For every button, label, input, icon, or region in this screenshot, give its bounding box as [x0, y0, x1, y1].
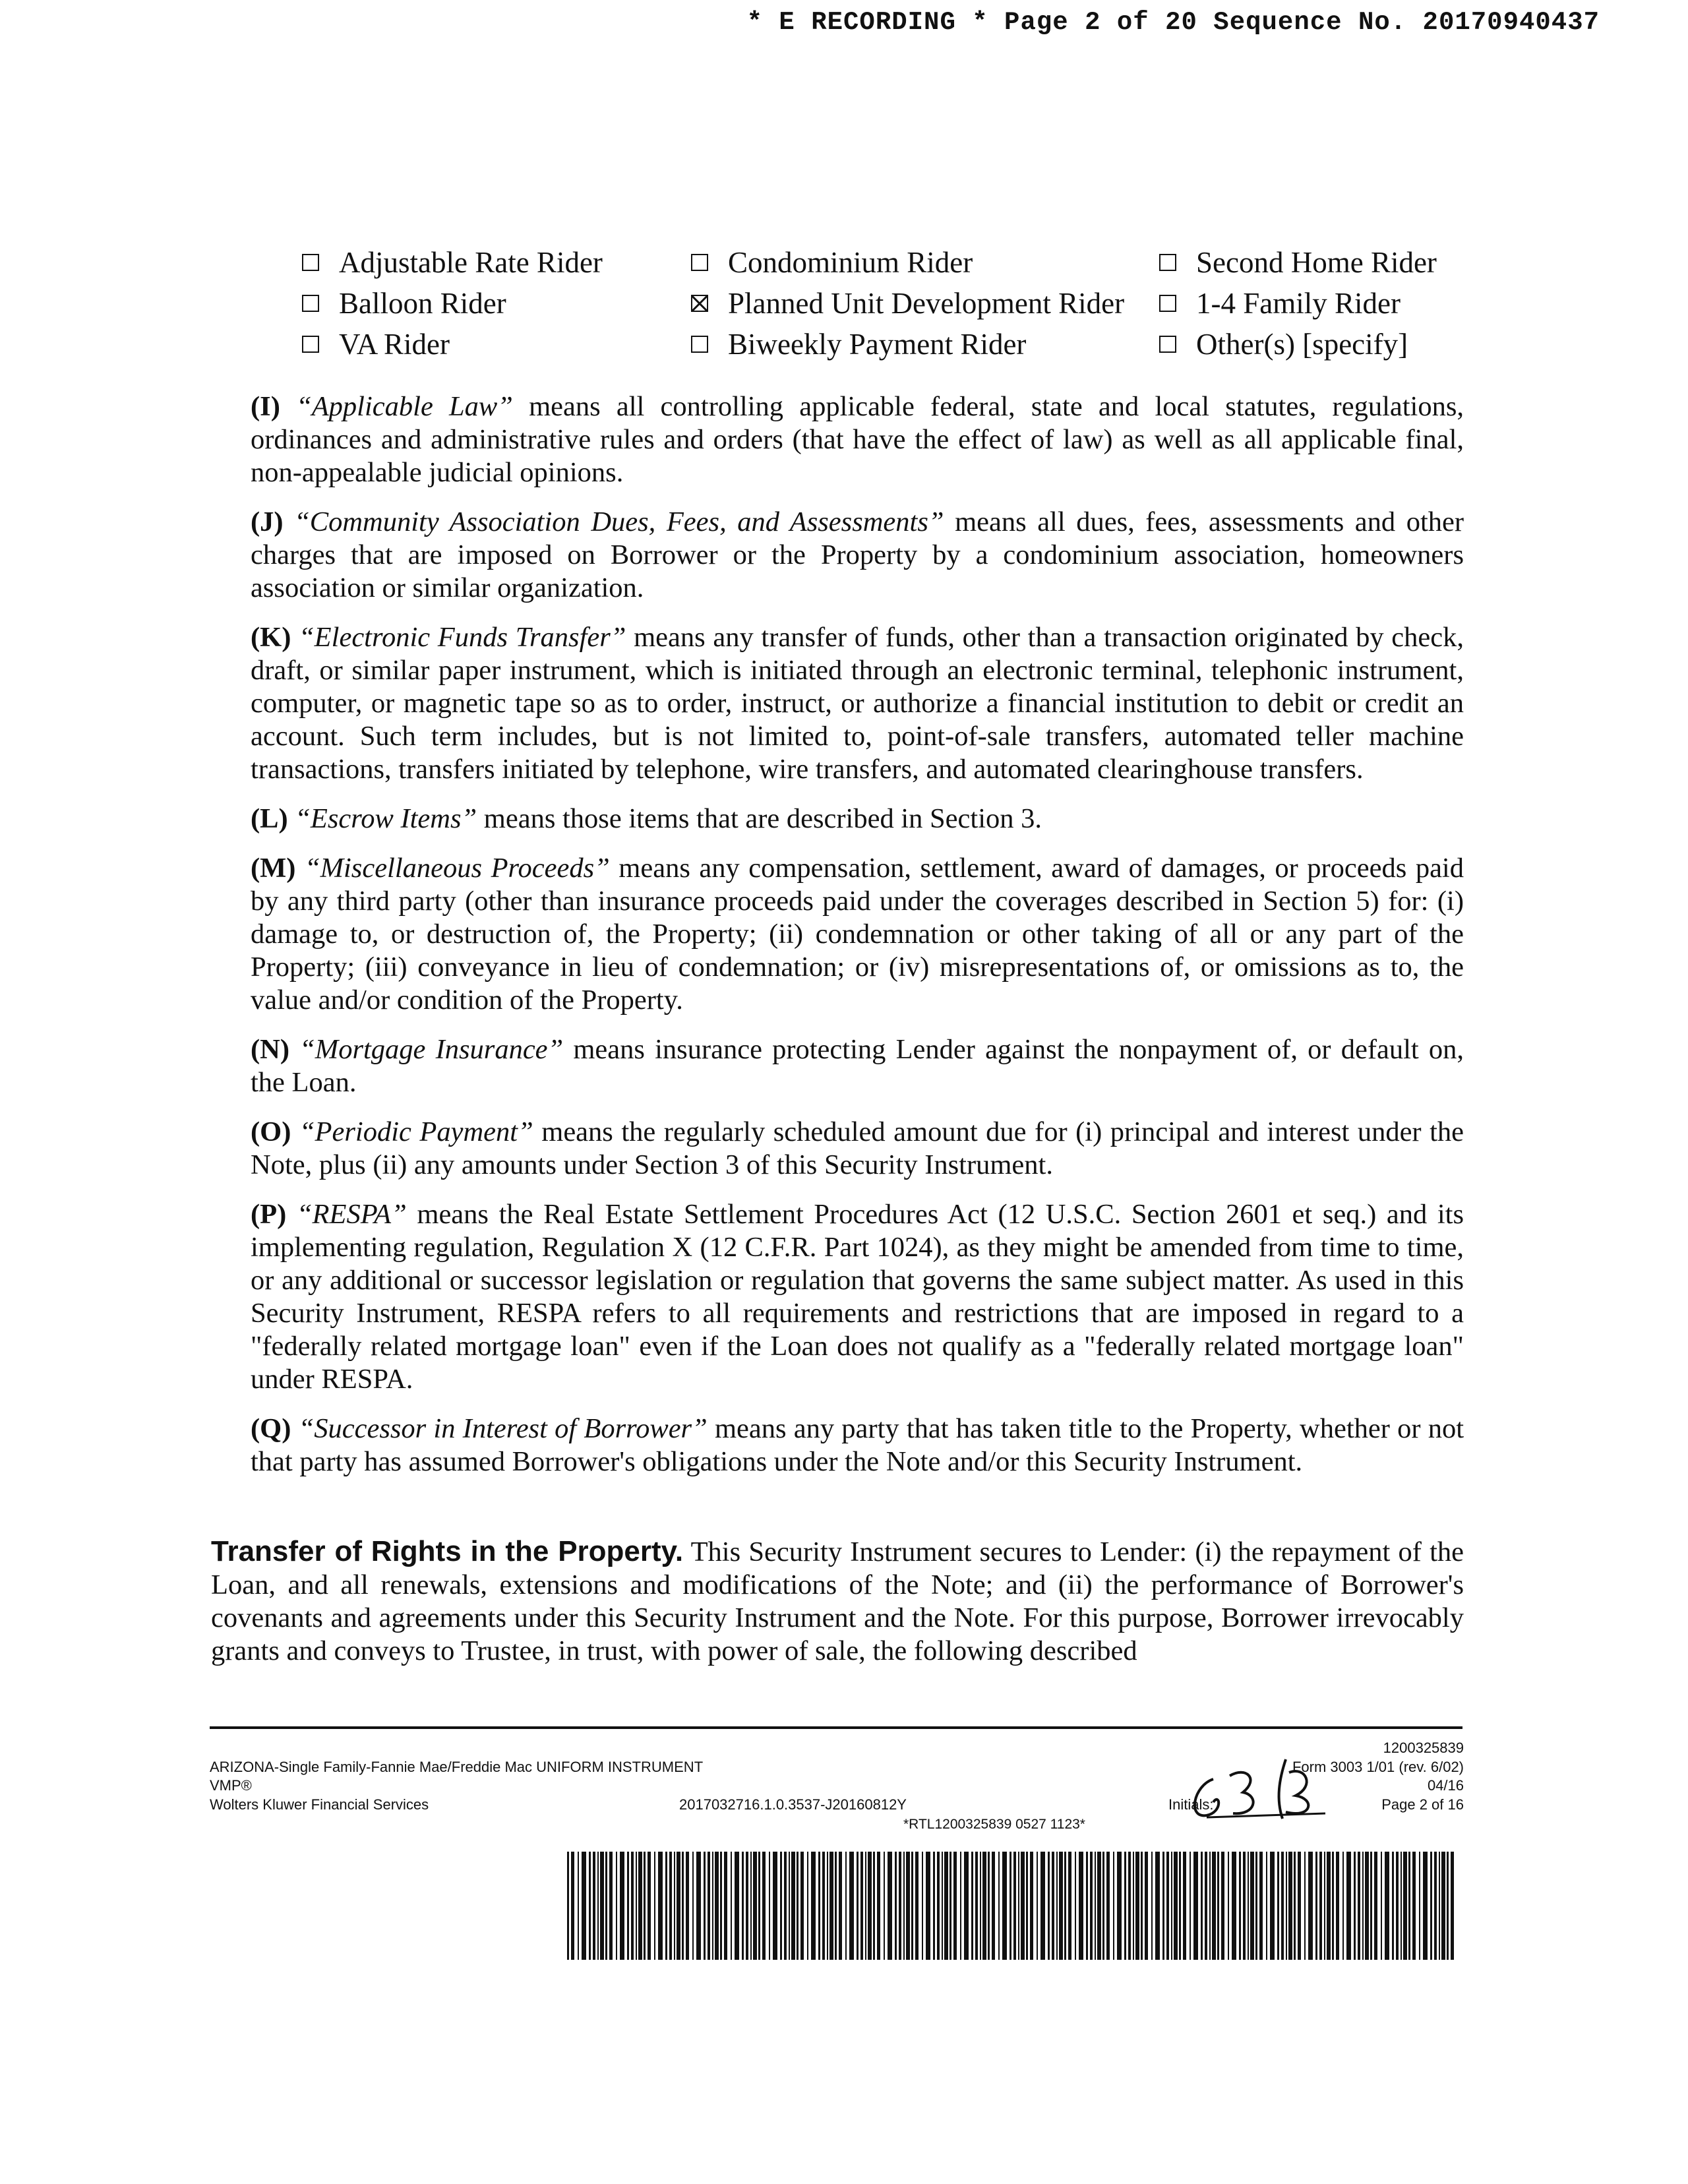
barcode-bar: [1217, 1852, 1219, 1960]
barcode-bar: [1201, 1852, 1203, 1960]
publisher: Wolters Kluwer Financial Services: [210, 1796, 429, 1813]
barcode-bar: [1052, 1852, 1054, 1960]
barcode-bar: [884, 1852, 885, 1960]
barcode-bar: [998, 1852, 1000, 1960]
checkbox[interactable]: [302, 254, 319, 271]
barcode-bar: [616, 1852, 617, 1960]
barcode-bar: [789, 1852, 790, 1960]
barcode-bar: [992, 1852, 995, 1960]
barcode-bar: [638, 1852, 642, 1960]
barcode-bar: [1026, 1852, 1028, 1960]
barcode-bar: [1030, 1852, 1033, 1960]
barcode-bar: [1259, 1852, 1263, 1960]
barcode-bar: [1155, 1852, 1160, 1960]
barcode-bar: [589, 1852, 591, 1960]
barcode-bar: [773, 1852, 777, 1960]
barcode-bar: [567, 1852, 569, 1960]
barcode-bar: [1451, 1852, 1454, 1960]
barcode-bar: [627, 1852, 629, 1960]
definition-successor-in-interest: (Q) “Successor in Interest of Borrower” means any party that has taken title to the Property, whether or not that party has assumed Borrower's obligations under the Note and/or this Security Instrument.: [251, 1413, 1464, 1477]
barcode-bar: [571, 1852, 574, 1960]
barcode-bar: [582, 1852, 586, 1960]
barcode-bar: [686, 1852, 689, 1960]
rider-condominium[interactable]: Condominium Rider: [691, 245, 973, 280]
rider-1-4-family[interactable]: 1-4 Family Rider: [1159, 286, 1401, 320]
barcode-bar: [746, 1852, 748, 1960]
barcode-bar: [644, 1852, 646, 1960]
barcode-bar: [1068, 1852, 1071, 1960]
barcode-bar: [873, 1852, 875, 1960]
barcode-bar: [980, 1852, 981, 1960]
rider-va[interactable]: VA Rider: [302, 327, 450, 361]
barcode-bar: [1439, 1852, 1440, 1960]
barcode-bar: [1308, 1852, 1313, 1960]
barcode-bar: [731, 1852, 732, 1960]
barcode-bar: [665, 1852, 667, 1960]
barcode-bar: [1412, 1852, 1416, 1960]
barcode-bar: [906, 1852, 910, 1960]
checkbox[interactable]: [1159, 336, 1176, 353]
barcode-bar: [1037, 1852, 1038, 1960]
barcode-bar: [922, 1852, 923, 1960]
barcode-bar: [1141, 1852, 1143, 1960]
barcode-bar: [597, 1852, 599, 1960]
rider-planned-unit-development[interactable]: Planned Unit Development Rider: [691, 286, 1124, 320]
barcode-bar: [1209, 1852, 1211, 1960]
barcode-bar: [1133, 1852, 1134, 1960]
barcode-bar: [860, 1852, 863, 1960]
barcode-bar: [895, 1852, 897, 1960]
barcode-bar: [868, 1852, 872, 1960]
barcode-bar: [791, 1852, 795, 1960]
recording-header: * E RECORDING * Page 2 of 20 Sequence No. 20170940437: [746, 8, 1600, 37]
barcode-bar: [1298, 1852, 1301, 1960]
barcode-bar: [1117, 1852, 1122, 1960]
barcode-bar: [1266, 1852, 1267, 1960]
barcode-bar: [780, 1852, 782, 1960]
initials-label: Initials:: [1168, 1796, 1214, 1813]
barcode-bar: [677, 1852, 680, 1960]
barcode-bar: [1048, 1852, 1050, 1960]
definitions-list: [251, 390, 1464, 1495]
definition-community-association-dues: (J) “Community Association Dues, Fees, and Assessments” means all dues, fees, assessments and other charges that are imposed on Borrower or the Property by a condominium association, homeowners association or similar organization.: [251, 506, 1464, 603]
barcode-bar: [1128, 1852, 1131, 1960]
barcode-bar: [1097, 1852, 1101, 1960]
barcode-bar: [1396, 1852, 1399, 1960]
transfer-text: This Security Instrument secures to Lender: (i) the repayment of the Loan, and all renewals, extensions and modifications of the Note; and (ii) the performance of Borrower's covenants and agreements under this Security Instrument and the Note. For this purpose, Borrower irrevocably grants and conveys to Trustee, in trust, with power of sale, the following described: [211, 1536, 1464, 1666]
barcode-bar: [865, 1852, 866, 1960]
barcode-bar: [753, 1852, 757, 1960]
barcode-bar: [1336, 1852, 1339, 1960]
barcode-bar: [1423, 1852, 1428, 1960]
checked-checkbox[interactable]: [691, 295, 708, 312]
barcode-bar: [692, 1852, 694, 1960]
barcode-bar: [811, 1852, 816, 1960]
page-number: Page 2 of 16: [1381, 1796, 1464, 1813]
barcode-bar: [1403, 1852, 1407, 1960]
checkbox[interactable]: [1159, 295, 1176, 312]
barcode-bar: [1135, 1852, 1139, 1960]
barcode-bar: [1248, 1852, 1249, 1960]
barcode-bar: [1255, 1852, 1257, 1960]
rider-adjustable-rate[interactable]: Adjustable Rate Rider: [302, 245, 603, 280]
barcode-bar: [620, 1852, 624, 1960]
definition-periodic-payment: (O) “Periodic Payment” means the regularly scheduled amount due for (i) principal and interest under the Note, plus (ii) any amounts under Section 3 of this Security Instrument.: [251, 1116, 1464, 1180]
document-id: 2017032716.1.0.3537-J20160812Y: [679, 1796, 907, 1813]
checkbox[interactable]: [691, 254, 708, 271]
barcode-bar: [631, 1852, 634, 1960]
barcode-bar: [636, 1852, 637, 1960]
barcode-bar: [1401, 1852, 1402, 1960]
barcode-bar: [839, 1852, 842, 1960]
rider-biweekly-payment[interactable]: Biweekly Payment Rider: [691, 327, 1026, 361]
barcode-bar: [758, 1852, 760, 1960]
barcode-bar: [1374, 1852, 1377, 1960]
barcode-bar: [1441, 1852, 1445, 1960]
barcode-bar: [827, 1852, 828, 1960]
checkbox[interactable]: [691, 336, 708, 353]
barcode-bar: [1358, 1852, 1360, 1960]
barcode-bar: [1166, 1852, 1169, 1960]
barcode-bar: [1018, 1852, 1019, 1960]
barcode-bar: [1408, 1852, 1410, 1960]
barcode-bar: [704, 1852, 706, 1960]
barcode-bar: [1288, 1852, 1292, 1960]
barcode-bar: [1079, 1852, 1083, 1960]
barcode-bar: [899, 1852, 901, 1960]
barcode-bar: [600, 1852, 604, 1960]
barcode-bar: [735, 1852, 739, 1960]
barcode-bar: [1059, 1852, 1063, 1960]
barcode-bar: [1286, 1852, 1287, 1960]
barcode-bar: [1190, 1852, 1191, 1960]
rider-checklist: [302, 245, 1502, 375]
barcode-bar: [953, 1852, 957, 1960]
barcode-bar: [1324, 1852, 1325, 1960]
barcode-bar: [674, 1852, 675, 1960]
barcode-bar: [1086, 1852, 1088, 1960]
barcode-bar: [1124, 1852, 1126, 1960]
barcode-bar: [1270, 1852, 1275, 1960]
definition-electronic-funds-transfer: (K) “Electronic Funds Transfer” means any transfer of funds, other than a transaction originated by check, draft, or similar paper instrument, which is initiated through an electronic terminal, telephonic instrument, computer, or magnetic tape so as to order, instruct, or authorize a financial institution to debit or credit an account. Such term includes, but is not limited to, point-of-sale transfers, automated teller machine transactions, transfers initiated by telephone, wire transfers, and automated clearinghouse transfers.: [251, 622, 1464, 785]
barcode-bar: [1354, 1852, 1356, 1960]
barcode-bar: [1315, 1852, 1317, 1960]
barcode-bar: [1304, 1852, 1306, 1960]
barcode-bar: [1174, 1852, 1178, 1960]
barcode-bar: [1113, 1852, 1114, 1960]
definition-mortgage-insurance: (N) “Mortgage Insurance” means insurance protecting Lender against the nonpayment of, or default on, the Loan.: [251, 1034, 1464, 1098]
barcode-bar: [1319, 1852, 1322, 1960]
barcode-bar: [708, 1852, 710, 1960]
barcode-bar: [1151, 1852, 1153, 1960]
barcode-bar: [1102, 1852, 1104, 1960]
barcode-bar: [593, 1852, 595, 1960]
barcode-bar: [903, 1852, 905, 1960]
definition-respa: (P) “RESPA” means the Real Estate Settlement Procedures Act (12 U.S.C. Section 2601 et seq.) and its implementing regulation, Regulation X (12 C.F.R. Part 1024), as they might be amended from time to time, or any additional or successor legislation or regulation that governs the same subject matter. As used in this Security Instrument, RESPA refers to all requirements and restrictions that are imposed in regard to a "federally related mortgage loan" even if the Loan does not qualify as a "federally related mortgage loan" under RESPA.: [251, 1199, 1464, 1395]
barcode-bar: [712, 1852, 713, 1960]
barcode-bar: [715, 1852, 719, 1960]
barcode-bar: [1075, 1852, 1076, 1960]
barcode-bar: [1294, 1852, 1296, 1960]
barcode-bar: [944, 1852, 948, 1960]
barcode-bar: [1277, 1852, 1279, 1960]
definition-escrow-items: (L) “Escrow Items” means those items that are described in Section 3.: [251, 803, 1042, 834]
barcode-bar: [1362, 1852, 1364, 1960]
rider-others[interactable]: Other(s) [specify]: [1159, 327, 1408, 361]
transfer-heading: Transfer of Rights in the Property.: [211, 1535, 684, 1567]
barcode-bar: [658, 1852, 663, 1960]
barcode-bar: [835, 1852, 837, 1960]
barcode-bar: [1434, 1852, 1437, 1960]
barcode-bar: [1332, 1852, 1334, 1960]
barcode-bar: [988, 1852, 990, 1960]
rider-balloon[interactable]: Balloon Rider: [302, 286, 506, 320]
barcode-bar: [682, 1852, 684, 1960]
barcode-bar: [769, 1852, 770, 1960]
barcode-bar: [1381, 1852, 1382, 1960]
barcode-bar: [1193, 1852, 1198, 1960]
barcode-bar: [937, 1852, 940, 1960]
barcode-bar: [750, 1852, 752, 1960]
barcode-bar: [877, 1852, 880, 1960]
barcode-bar: [1346, 1852, 1351, 1960]
barcode-bar: [1013, 1852, 1016, 1960]
barcode-bar: [1430, 1852, 1432, 1960]
barcode-bar: [964, 1852, 969, 1960]
barcode-bar: [1392, 1852, 1394, 1960]
barcode-bar: [818, 1852, 820, 1960]
barcode-bar: [926, 1852, 930, 1960]
barcode-bar: [1171, 1852, 1172, 1960]
barcode-bar: [578, 1852, 579, 1960]
barcode-bar: [1281, 1852, 1284, 1960]
barcode-bar: [784, 1852, 787, 1960]
form-date: 04/16: [1427, 1777, 1464, 1794]
barcode-bar: [1002, 1852, 1007, 1960]
barcode-bar: [1228, 1852, 1229, 1960]
brand: VMP®: [210, 1777, 252, 1794]
barcode-bar: [960, 1852, 961, 1960]
barcode-bar: [1010, 1852, 1011, 1960]
barcode-bar: [1239, 1852, 1241, 1960]
footer-divider: [210, 1726, 1462, 1729]
barcode-bar: [1064, 1852, 1066, 1960]
barcode-bar: [1145, 1852, 1148, 1960]
barcode-bar: [1212, 1852, 1216, 1960]
barcode-bar: [1095, 1852, 1096, 1960]
barcode-bar: [1370, 1852, 1372, 1960]
barcode-bar: [915, 1852, 919, 1960]
barcode-bar: [1232, 1852, 1236, 1960]
barcode-bar: [742, 1852, 744, 1960]
barcode-bar: [1342, 1852, 1344, 1960]
barcode-bar: [800, 1852, 804, 1960]
barcode-bar: [1250, 1852, 1254, 1960]
checkbox[interactable]: [302, 336, 319, 353]
barcode-bar: [1447, 1852, 1449, 1960]
barcode-bar: [1327, 1852, 1331, 1960]
barcode-bar: [1040, 1852, 1045, 1960]
barcode-bar: [942, 1852, 943, 1960]
checkbox[interactable]: [302, 295, 319, 312]
loan-number: 1200325839: [1383, 1740, 1464, 1756]
barcode-bar: [609, 1852, 613, 1960]
barcode-bar: [1183, 1852, 1186, 1960]
barcode-bar: [648, 1852, 651, 1960]
barcode-bar: [762, 1852, 766, 1960]
form-title: ARIZONA-Single Family-Fannie Mae/Freddie Mac UNIFORM INSTRUMENT: [210, 1759, 704, 1775]
transfer-of-rights-paragraph: [211, 1535, 1464, 1668]
barcode-bar: [849, 1852, 854, 1960]
barcode-bar: [822, 1852, 825, 1960]
form-number: Form 3003 1/01 (rev. 6/02): [1292, 1759, 1464, 1775]
barcode: [567, 1852, 1461, 1960]
barcode-bar: [829, 1852, 833, 1960]
barcode-bar: [720, 1852, 722, 1960]
barcode-bar: [724, 1852, 727, 1960]
barcode-bar: [845, 1852, 847, 1960]
barcode-bar: [1365, 1852, 1369, 1960]
barcode-bar: [1179, 1852, 1181, 1960]
barcode-bar: [696, 1852, 701, 1960]
handwritten-initials: [1167, 1740, 1358, 1838]
barcode-bar: [605, 1852, 607, 1960]
checkbox[interactable]: [1159, 254, 1176, 271]
barcode-bar: [797, 1852, 799, 1960]
barcode-bar: [911, 1852, 913, 1960]
barcode-bar: [1162, 1852, 1164, 1960]
barcode-bar: [1221, 1852, 1224, 1960]
barcode-text: *RTL1200325839 0527 1123*: [903, 1817, 1085, 1832]
definition-miscellaneous-proceeds: (M) “Miscellaneous Proceeds” means any compensation, settlement, award of damages, or proceeds paid by any third party (other than insurance proceeds paid under the coverages described in Section 5) for: (i) damage to, or destruction of, the Property; (ii) condemnation or other taking of all or any part of the Property; (iii) conveyance in lieu of condemnation; or (iv) misrepresentations of, or omissions as to, the value and/or condition of the Property.: [251, 853, 1464, 1016]
barcode-bar: [888, 1852, 892, 1960]
barcode-bar: [971, 1852, 973, 1960]
barcode-bar: [933, 1852, 935, 1960]
definition-applicable-law: (I) “Applicable Law” means all controlling applicable federal, state and local statutes, regulations, ordinances and administrative rules and orders (that have the effect of law) as well as all applicable final, non-appealable judicial opinions.: [251, 391, 1464, 488]
barcode-bar: [1205, 1852, 1207, 1960]
barcode-bar: [857, 1852, 859, 1960]
barcode-bar: [807, 1852, 808, 1960]
barcode-bar: [975, 1852, 978, 1960]
barcode-bar: [1419, 1852, 1420, 1960]
barcode-bar: [669, 1852, 672, 1960]
barcode-bar: [1385, 1852, 1389, 1960]
barcode-bar: [1090, 1852, 1093, 1960]
barcode-bar: [1106, 1852, 1110, 1960]
barcode-bar: [982, 1852, 986, 1960]
barcode-bar: [1243, 1852, 1246, 1960]
barcode-bar: [950, 1852, 951, 1960]
barcode-bar: [654, 1852, 655, 1960]
barcode-bar: [1056, 1852, 1058, 1960]
rider-second-home[interactable]: Second Home Rider: [1159, 245, 1437, 280]
barcode-bar: [1021, 1852, 1025, 1960]
